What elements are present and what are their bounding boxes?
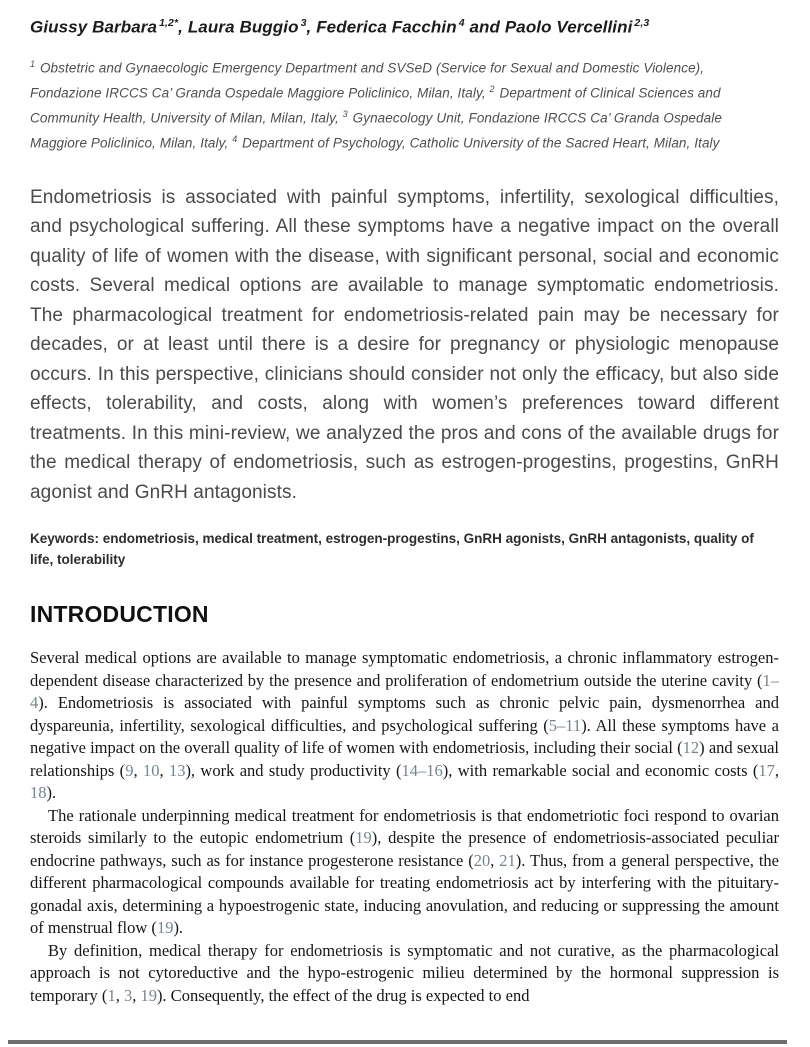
citation-link[interactable]: 3 (123, 985, 133, 1005)
author-affiliation-superscript: 1,2* (159, 17, 179, 29)
citation-link[interactable]: 19 (140, 985, 157, 1005)
citation-link[interactable]: 1 (107, 985, 116, 1005)
citation-link[interactable]: 14–16 (401, 760, 443, 780)
footer-divider-bar (8, 1040, 787, 1044)
affiliation-number: 1 (30, 58, 36, 69)
paragraph-text: , (159, 760, 169, 780)
keywords-line: Keywords: endometriosis, medical treatment, estrogen-progestins, GnRH agonists, GnRH antagonists, quality of life, tolerability (30, 531, 754, 568)
affiliation-text: Gynaecology Unit, Fondazione IRCCS Ca’ Granda Ospedale Maggiore Policlinico, Milan, Italy, (30, 110, 722, 151)
citation-link[interactable]: 13 (168, 760, 186, 780)
author-separator: , (178, 17, 188, 37)
affiliations-block (30, 54, 779, 154)
citation-link[interactable]: 9 (125, 760, 134, 780)
paragraph-text: ). Consequently, the effect of the drug is expected to end (156, 985, 530, 1005)
affiliation-text: Obstetric and Gynaecologic Emergency Department and SVSeD (Service for Sexual and Domestic Violence), Fondazione IRCCS Ca’ Granda Ospedale Maggiore Policlinico, Milan, Italy, (30, 60, 705, 101)
paragraph-text: ). (173, 918, 184, 938)
paragraph-text: ), despite the presence of endometriosis-associated peculiar endocrine pathways, such as for instance progesterone resistance ( (30, 828, 779, 870)
affiliation-text: Department of Psychology, Catholic University of the Sacred Heart, Milan, Italy (238, 135, 720, 151)
body-paragraph (30, 940, 779, 1008)
citation-link[interactable]: 10 (142, 760, 160, 780)
affiliation-number: 4 (232, 133, 238, 144)
authors-line (30, 12, 779, 39)
paragraph-text: , (774, 760, 780, 780)
paragraph-text: The rationale underpinning medical treatment for endometriosis is that endometriotic foci respond to ovarian steroids similarly to the eutopic endometrium ( (30, 805, 779, 848)
paragraph-text: ), work and study productivity ( (185, 760, 402, 780)
affiliation-number: 2 (489, 83, 495, 94)
citation-link[interactable]: 20 (473, 850, 491, 870)
author-name: Paolo Vercellini (504, 17, 633, 37)
paragraph-text: By definition, medical therapy for endometriosis is symptomatic and not curative, as the pharmacological approach is not cytoreductive and the hypo-estrogenic milieu determined by the hormonal suppression is temporary ( (30, 940, 779, 1005)
citation-link[interactable]: 19 (156, 918, 174, 938)
introduction-body (30, 647, 779, 1007)
author-name: Laura Buggio (187, 17, 299, 37)
paragraph-text: ). Endometriosis is associated with painful symptoms such as chronic pelvic pain, dysmenorrhea and dyspareunia, infertility, sexological difficulties, and psychological suffering ( (30, 693, 779, 735)
section-heading-introduction: INTRODUCTION (30, 601, 209, 628)
article-page (30, 12, 779, 1007)
citation-link[interactable]: 5–11 (548, 715, 582, 735)
paragraph-text: ). Thus, from a general perspective, the different pharmacological compounds available for treating endometriosis act by interfering with the pituitary-gonadal axis, determining a hypoestrogenic state, inducing anovulation, and reducing or suppressing the amount of menstrual flow ( (30, 850, 779, 938)
author-affiliation-superscript: 3 (300, 17, 307, 29)
paragraph-text: , (490, 850, 500, 870)
author-affiliation-superscript: 4 (458, 17, 465, 29)
paragraph-text: ), with remarkable social and economic costs ( (442, 760, 759, 780)
paragraph-text: , (133, 760, 143, 780)
paragraph-text: ). (46, 783, 57, 803)
paragraph-text: ). All these symptoms have a negative impact on the overall quality of life of women with endometriosis, including their social ( (30, 715, 779, 758)
paragraph-text: Several medical options are available to manage symptomatic endometriosis, a chronic inflammatory estrogen-dependent disease characterized by the presence and proliferation of endometrium outside the uterine cavity ( (30, 648, 779, 690)
citation-link[interactable]: 12 (682, 738, 700, 758)
affiliation-text: Department of Clinical Sciences and Community Health, University of Milan, Milan, Italy, (30, 85, 721, 126)
citation-link[interactable]: 19 (355, 828, 372, 848)
author-name: Giussy Barbara (30, 17, 158, 37)
paragraph-text: , (115, 985, 124, 1005)
author-separator: and (464, 17, 505, 37)
citation-link[interactable]: 17 (758, 760, 775, 780)
paragraph-text: , (132, 985, 141, 1005)
author-name: Federica Facchin (316, 17, 457, 37)
body-paragraph (30, 647, 779, 805)
body-paragraph (30, 805, 779, 940)
citation-link[interactable]: 21 (499, 850, 516, 870)
citation-link[interactable]: 18 (30, 783, 47, 803)
paragraph-text: ) and sexual relationships ( (30, 738, 779, 780)
abstract-paragraph: Endometriosis is associated with painful symptoms, infertility, sexological difficulties, and psychological suffering. All these symptoms have a negative impact on the overall quality of life of women with the disease, with significant personal, social and economic costs. Several medical options are available to manage symptomatic endometriosis. The pharmacological treatment for endometriosis-related pain may be necessary for decades, or at least until there is a desire for pregnancy or physiologic menopause occurs. In this perspective, clinicians should consider not only the efficacy, but also side effects, tolerability, and costs, along with women’s preferences toward different treatments. In this mini-review, we analyzed the pros and cons of the available drugs for the medical therapy of endometriosis, such as estrogen-progestins, progestins, GnRH agonist and GnRH antagonists. (30, 186, 779, 503)
citation-link[interactable]: 1–4 (30, 670, 779, 713)
author-separator: , (306, 17, 317, 37)
affiliation-number: 3 (342, 108, 348, 119)
author-affiliation-superscript: 2,3 (634, 17, 650, 29)
